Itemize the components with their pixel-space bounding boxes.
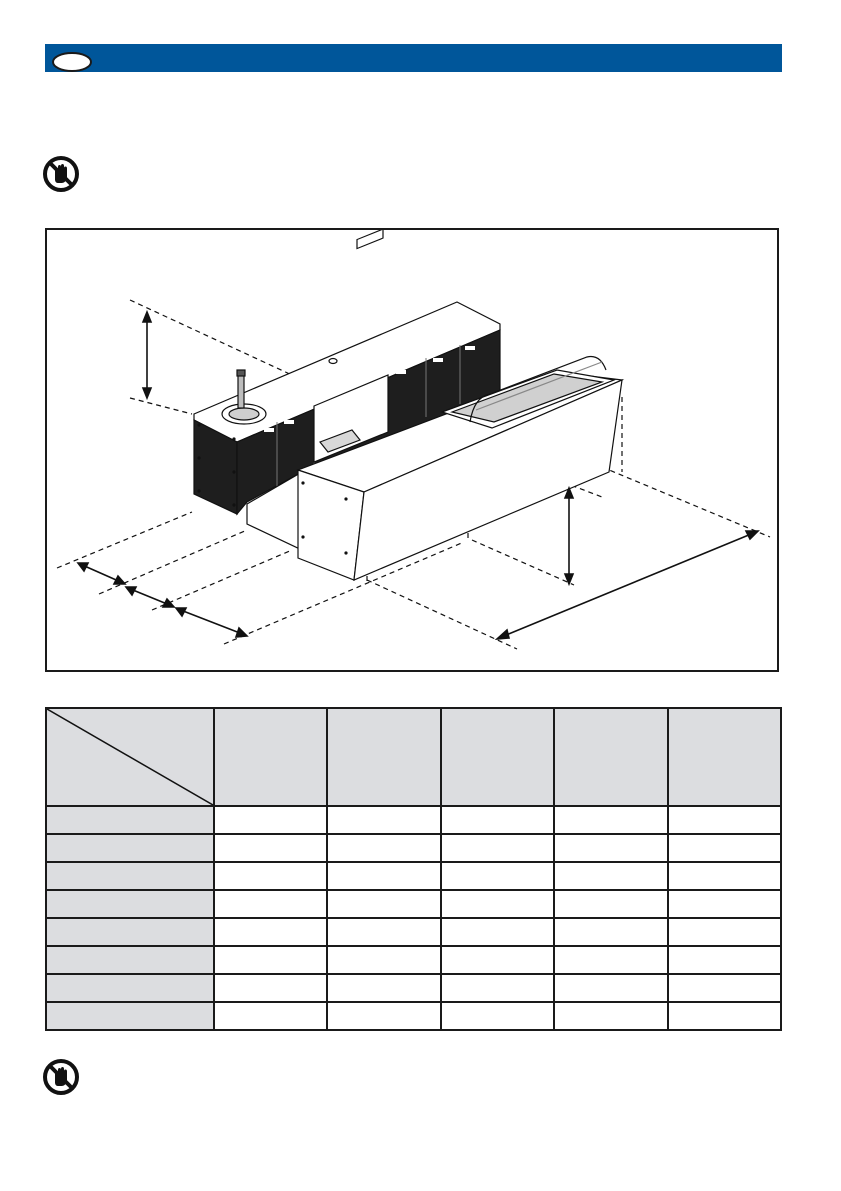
table-cell <box>668 834 781 862</box>
table-row <box>46 834 781 862</box>
table-cell <box>327 890 440 918</box>
row-label <box>46 946 214 974</box>
table-cell <box>668 946 781 974</box>
table-cell <box>554 918 667 946</box>
language-badge <box>51 51 93 73</box>
no-hand-prohibition-icon <box>43 156 79 192</box>
table-cell <box>441 806 554 834</box>
table-cell <box>327 834 440 862</box>
table-row <box>46 1002 781 1030</box>
table-cell <box>668 1002 781 1030</box>
table-cell <box>668 890 781 918</box>
table-row <box>46 946 781 974</box>
table-cell <box>441 1002 554 1030</box>
table-cell <box>327 862 440 890</box>
row-label <box>46 1002 214 1030</box>
column-header <box>327 708 440 806</box>
table-row <box>46 890 781 918</box>
table-cell <box>214 974 327 1002</box>
table-cell <box>327 1002 440 1030</box>
table-cell <box>441 890 554 918</box>
table-cell <box>441 946 554 974</box>
table-cell <box>554 806 667 834</box>
table-cell <box>214 834 327 862</box>
table-corner-cell <box>46 708 214 806</box>
table-cell <box>214 1002 327 1030</box>
table-cell <box>441 918 554 946</box>
column-header <box>214 708 327 806</box>
table-row <box>46 806 781 834</box>
table-cell <box>327 918 440 946</box>
dimension-drawing <box>45 228 779 672</box>
table-cell <box>441 862 554 890</box>
table-cell <box>214 918 327 946</box>
header-bar <box>45 44 782 72</box>
column-header <box>441 708 554 806</box>
row-label <box>46 918 214 946</box>
row-label <box>46 890 214 918</box>
row-label <box>46 834 214 862</box>
table-cell <box>214 806 327 834</box>
table-cell <box>554 974 667 1002</box>
table-cell <box>214 862 327 890</box>
table-cell <box>554 1002 667 1030</box>
table-header-row <box>46 708 781 806</box>
table-cell <box>668 918 781 946</box>
row-label <box>46 862 214 890</box>
no-hand-prohibition-icon <box>43 1059 79 1095</box>
bar-counter-illustration <box>47 230 781 674</box>
table-cell <box>214 890 327 918</box>
dimensions-table <box>45 707 782 1031</box>
table-cell <box>327 946 440 974</box>
row-label <box>46 806 214 834</box>
table-row <box>46 918 781 946</box>
column-header <box>554 708 667 806</box>
table-cell <box>327 806 440 834</box>
column-header <box>668 708 781 806</box>
row-label <box>46 974 214 1002</box>
table-cell <box>554 834 667 862</box>
diagonal-divider <box>47 709 213 805</box>
table-cell <box>441 974 554 1002</box>
table-row <box>46 974 781 1002</box>
table-cell <box>554 890 667 918</box>
table-cell <box>554 946 667 974</box>
table-row <box>46 862 781 890</box>
table-cell <box>554 862 667 890</box>
table-cell <box>441 834 554 862</box>
table-cell <box>668 862 781 890</box>
table-cell <box>214 946 327 974</box>
table-cell <box>668 974 781 1002</box>
table-cell <box>668 806 781 834</box>
table-cell <box>327 974 440 1002</box>
